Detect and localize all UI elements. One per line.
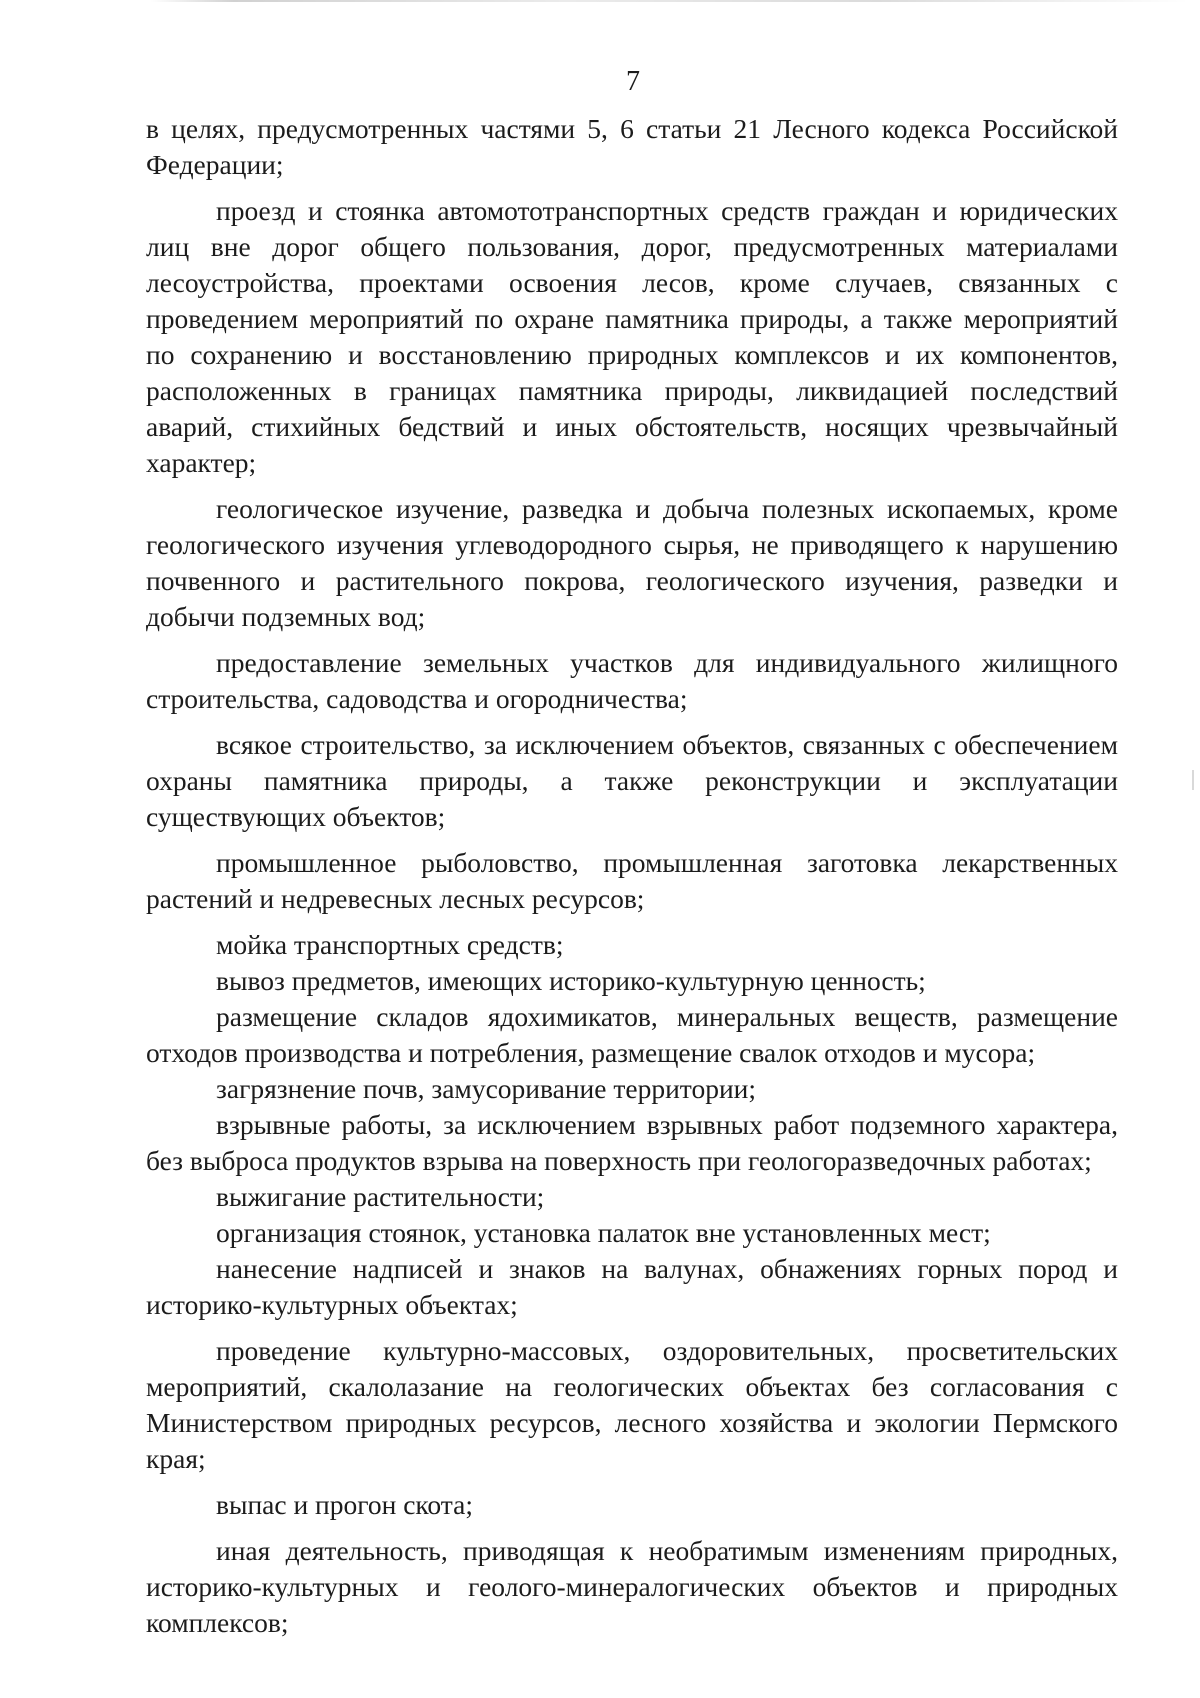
paragraph-2: проезд и стоянка автомототранспортных средств граждан и юридических лиц вне дорог общего пользования, дорог, предусмотренных материалами лесоустройства, проектами освоения лесов, кроме случаев, связанных с проведением мероприятий по охране памятника природы, а также мероприятий по сохранению и восстановлению природных комплексов и их компонентов, расположенных в границах памятника природы, ликвидацией последствий аварий, стихийных бедствий и иных обстоятельств, носящих чрезвычайный характер; bbox=[146, 195, 1118, 478]
paragraph-13: организация стоянок, установка палаток вне установленных мест; bbox=[216, 1217, 991, 1248]
paragraph-4: предоставление земельных участков для индивидуального жилищного строительства, садоводства и огородничества; bbox=[146, 647, 1118, 714]
scan-speck bbox=[1192, 770, 1194, 790]
paragraph-11: взрывные работы, за исключением взрывных работ подземного характера, без выброса продуктов взрыва на поверхность при геологоразведочных работах; bbox=[146, 1109, 1118, 1176]
paragraph-17: иная деятельность, приводящая к необратимым изменениям природных, историко-культурных и геолого-минералогических объектов и природных комплексов; bbox=[146, 1535, 1118, 1638]
page-number: 7 bbox=[626, 66, 640, 97]
paragraph-5: всякое строительство, за исключением объектов, связанных с обеспечением охраны памятника природы, а также реконструкции и эксплуатации существующих объектов; bbox=[146, 729, 1118, 832]
paragraph-12: выжигание растительности; bbox=[216, 1181, 545, 1212]
paragraph-6: промышленное рыболовство, промышленная заготовка лекарственных растений и недревесных лесных ресурсов; bbox=[146, 847, 1118, 914]
paragraph-16: выпас и прогон скота; bbox=[216, 1489, 473, 1520]
paragraph-1: в целях, предусмотренных частями 5, 6 статьи 21 Лесного кодекса Российской Федерации; bbox=[146, 113, 1118, 180]
paragraph-9: размещение складов ядохимикатов, минеральных веществ, размещение отходов производства и потребления, размещение свалок отходов и мусора; bbox=[146, 1001, 1118, 1068]
paragraph-15: проведение культурно-массовых, оздоровительных, просветительских мероприятий, скалолазание на геологических объектах без согласования с Министерством природных ресурсов, лесного хозяйства и экологии Пермского края; bbox=[146, 1335, 1118, 1474]
paragraph-14: нанесение надписей и знаков на валунах, обнажениях горных пород и историко-культурных объектах; bbox=[146, 1253, 1118, 1320]
paragraph-8: вывоз предметов, имеющих историко-культурную ценность; bbox=[216, 965, 926, 996]
document-body bbox=[146, 111, 1118, 1641]
scan-edge bbox=[150, 0, 1190, 2]
paragraph-10: загрязнение почв, замусоривание территории; bbox=[216, 1073, 757, 1104]
paragraph-3: геологическое изучение, разведка и добыча полезных ископаемых, кроме геологического изучения углеводородного сырья, не приводящего к нарушению почвенного и растительного покрова, геологического изучения, разведки и добычи подземных вод; bbox=[146, 493, 1118, 632]
paragraph-7: мойка транспортных средств; bbox=[216, 929, 564, 960]
